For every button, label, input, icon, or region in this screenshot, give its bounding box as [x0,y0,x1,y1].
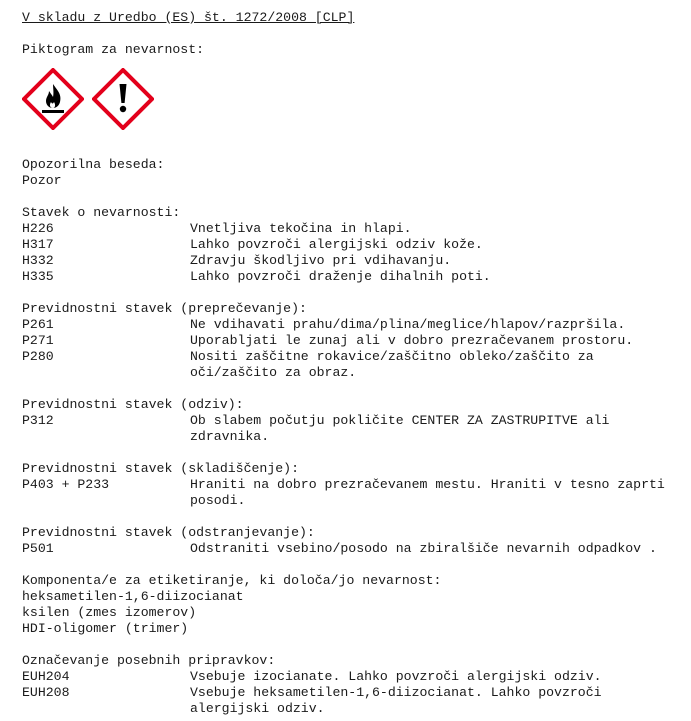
statement-code: H335 [22,269,54,284]
hazard-statement [22,269,687,285]
statement-code: H317 [22,237,54,252]
hazard-heading: Stavek o nevarnosti: [22,205,181,220]
statement-text: Zdravju škodljivo pri vdihavanju. [190,253,452,268]
statement-code: P312 [22,413,54,428]
statement-code: P271 [22,333,54,348]
special-statement [22,669,687,685]
flame-hazard-icon [22,68,84,130]
statement-text: Vnetljiva tekočina in hlapi. [190,221,412,236]
disposal-statement [22,541,687,557]
statement-code: EUH204 [22,669,70,684]
statement-text: zdravnika. [190,429,270,444]
statement-code: H226 [22,221,54,236]
storage-statement [22,477,687,493]
pictogram-heading: Piktogram za nevarnost: [22,42,205,57]
statement-text: Nositi zaščitne rokavice/zaščitno obleko/zaščito za [190,349,594,364]
hazard-statement [22,221,687,237]
special-statement-continued [22,701,687,717]
response-statement-continued [22,429,687,445]
statement-text: Lahko povzroči draženje dihalnih poti. [190,269,491,284]
component-item: HDI-oligomer (trimer) [22,621,189,636]
special-statement [22,685,687,701]
statement-text: Vsebuje heksametilen-1,6-diizocianat. Lahko povzroči [190,685,602,700]
signal-word: Pozor [22,173,62,188]
statement-code: H332 [22,253,54,268]
prevention-statement [22,317,687,333]
statement-code: P403 + P233 [22,477,110,492]
statement-text: posodi. [190,493,246,508]
response-statement [22,413,687,429]
statement-text: Ob slabem počutju pokličite CENTER ZA ZASTRUPITVE ali [190,413,610,428]
pictogram-row [22,68,687,136]
component-item: ksilen (zmes izomerov) [22,605,197,620]
prevention-statement [22,349,687,365]
statement-text: Hraniti na dobro prezračevanem mestu. Hraniti v tesno zaprti [190,477,665,492]
hazard-statement [22,237,687,253]
clp-label-section [22,10,687,717]
statement-text: oči/zaščito za obraz. [190,365,357,380]
statement-code: P280 [22,349,54,364]
component-item: heksametilen-1,6-diizocianat [22,589,244,604]
components-heading: Komponenta/e za etiketiranje, ki določa/jo nevarnost: [22,573,442,588]
hazard-statement [22,253,687,269]
statement-code: P501 [22,541,54,556]
statement-text: Lahko povzroči alergijski odziv kože. [190,237,483,252]
statement-code: P261 [22,317,54,332]
statement-text: Ne vdihavati prahu/dima/plina/meglice/hlapov/razpršila. [190,317,626,332]
prevention-heading: Previdnostni stavek (preprečevanje): [22,301,307,316]
storage-heading: Previdnostni stavek (skladiščenje): [22,461,299,476]
statement-text: Vsebuje izocianate. Lahko povzroči alergijski odziv. [190,669,602,684]
disposal-heading: Previdnostni stavek (odstranjevanje): [22,525,315,540]
statement-code: EUH208 [22,685,70,700]
statement-text: Odstraniti vsebino/posodo na zbiralšiče nevarnih odpadkov . [190,541,657,556]
response-heading: Previdnostni stavek (odziv): [22,397,244,412]
exclamation-hazard-icon [92,68,154,130]
signal-word-heading: Opozorilna beseda: [22,157,165,172]
statement-text: Uporabljati le zunaj ali v dobro prezračevanem prostoru. [190,333,634,348]
special-heading: Označevanje posebnih pripravkov: [22,653,276,668]
statement-text: alergijski odziv. [190,701,325,716]
prevention-statement-continued [22,365,687,381]
prevention-statement [22,333,687,349]
section-title: V skladu z Uredbo (ES) št. 1272/2008 [CLP] [22,10,355,25]
storage-statement-continued [22,493,687,509]
